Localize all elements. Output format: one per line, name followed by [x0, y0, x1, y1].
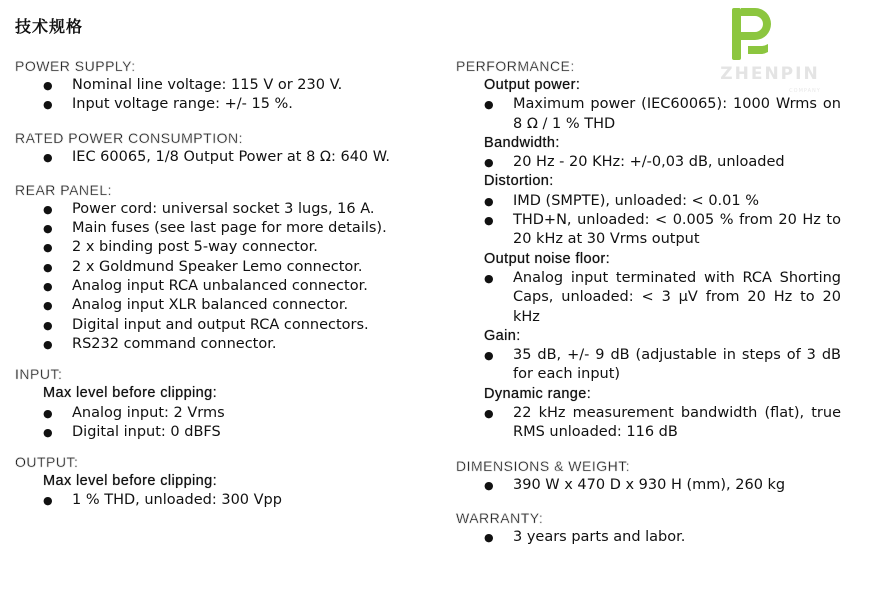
warranty-section: [456, 509, 841, 547]
section-heading: PERFORMANCE:: [456, 58, 575, 74]
logo-subtext: COMPANY: [789, 88, 821, 94]
logo-wordmark: ZHENPIN: [720, 64, 820, 84]
bullet-icon: ●: [43, 150, 53, 164]
bullet-icon: ●: [43, 260, 53, 274]
sub-heading: Dynamic range:: [484, 385, 592, 402]
list-item: ● 1 % THD, unloaded: 300 Vpp: [15, 491, 400, 510]
sub-heading: Max level before clipping:: [43, 385, 218, 402]
list-item: ● Nominal line voltage: 115 V or 230 V.: [15, 76, 400, 95]
bullet-icon: ●: [43, 337, 53, 351]
list-item: ● Analog input RCA unbalanced connector.: [15, 277, 400, 296]
list-item: ● THD+N, unloaded: < 0.005 % from 20 Hz to 20 kHz at 30 Vrms output: [484, 212, 841, 248]
output-section: [15, 453, 400, 511]
list-item: ● Digital input and output RCA connectors.: [15, 316, 400, 335]
list-item: ● 20 Hz - 20 KHz: +/-0,03 dB, unloaded: [456, 153, 841, 172]
list-item: ● Maximum power (IEC60065): 1000 Wrms on 8 Ω / 1 % THD: [484, 96, 841, 132]
bullet-icon: ●: [43, 494, 53, 508]
bullet-icon: ●: [484, 156, 494, 170]
power-supply-section: [15, 57, 400, 115]
bullet-icon: ●: [43, 79, 53, 92]
list-item: ● Power cord: universal socket 3 lugs, 16 A.: [15, 200, 400, 219]
sub-heading: Distortion:: [484, 173, 554, 190]
list-item: ● Input voltage range: +/- 15 %.: [15, 95, 400, 114]
list-item: ● Analog input terminated with RCA Shorting Caps, unloaded: < 3 μV from 20 Hz to 20 kHz: [484, 269, 841, 325]
list-item: ● 35 dB, +/- 9 dB (adjustable in steps of 3 dB for each input): [484, 347, 841, 383]
bullet-icon: ●: [484, 349, 494, 363]
bullet-icon: ●: [43, 98, 53, 112]
list-item: ● 390 W x 470 D x 930 H (mm), 260 kg: [456, 476, 841, 495]
section-heading: INPUT:: [15, 366, 63, 383]
bullet-icon: ●: [43, 425, 53, 439]
list-item: ● Analog input XLR balanced connector.: [15, 296, 400, 315]
list-item: ● IMD (SMPTE), unloaded: < 0.01 %: [456, 192, 841, 211]
page-title: 技术规格: [15, 17, 84, 36]
rated-power-section: [15, 129, 400, 167]
bullet-icon: ●: [484, 98, 494, 112]
sub-heading: Gain:: [484, 327, 521, 344]
sub-heading: Bandwidth:: [484, 134, 560, 151]
bullet-icon: ●: [484, 194, 494, 208]
bullet-icon: ●: [43, 280, 53, 294]
bullet-icon: ●: [43, 318, 53, 332]
list-item: ● 2 x Goldmund Speaker Lemo connector.: [15, 258, 400, 277]
bullet-icon: ●: [484, 407, 494, 421]
bullet-icon: ●: [43, 202, 53, 216]
bullet-icon: ●: [484, 478, 494, 492]
section-heading: DIMENSIONS & WEIGHT:: [456, 457, 631, 474]
list-item: ● Main fuses (see last page for more details).: [15, 219, 400, 238]
bullet-icon: ●: [43, 406, 53, 420]
bullet-icon: ●: [43, 241, 53, 255]
rear-panel-section: [15, 181, 400, 354]
sub-heading: Output power:: [484, 77, 581, 93]
section-heading: POWER SUPPLY:: [15, 58, 136, 74]
bullet-icon: ●: [484, 271, 494, 285]
right-column: [456, 57, 841, 547]
list-item: ● RS232 command connector.: [15, 335, 400, 354]
list-item: ● Digital input: 0 dBFS: [15, 423, 400, 442]
section-heading: WARRANTY:: [456, 509, 544, 526]
list-item: ● 2 x binding post 5-way connector.: [15, 238, 400, 257]
list-item: ● Analog input: 2 Vrms: [15, 404, 400, 423]
sub-heading: Output noise floor:: [484, 250, 611, 267]
dimensions-section: [456, 457, 841, 495]
sub-heading: Max level before clipping:: [43, 473, 218, 490]
bullet-icon: ●: [43, 222, 53, 236]
bullet-icon: ●: [484, 530, 494, 544]
performance-section: [456, 57, 841, 443]
section-heading: OUTPUT:: [15, 454, 79, 471]
list-item: ● 3 years parts and labor.: [456, 528, 841, 547]
bullet-icon: ●: [43, 299, 53, 313]
section-heading: REAR PANEL:: [15, 181, 113, 198]
list-item: ● 22 kHz measurement bandwidth (flat), true RMS unloaded: 116 dB: [484, 405, 841, 441]
bullet-icon: ●: [484, 214, 494, 228]
left-column: [15, 57, 400, 511]
section-heading: RATED POWER CONSUMPTION:: [15, 129, 243, 146]
input-section: [15, 365, 400, 442]
list-item: ● IEC 60065, 1/8 Output Power at 8 Ω: 640 W.: [15, 148, 400, 167]
